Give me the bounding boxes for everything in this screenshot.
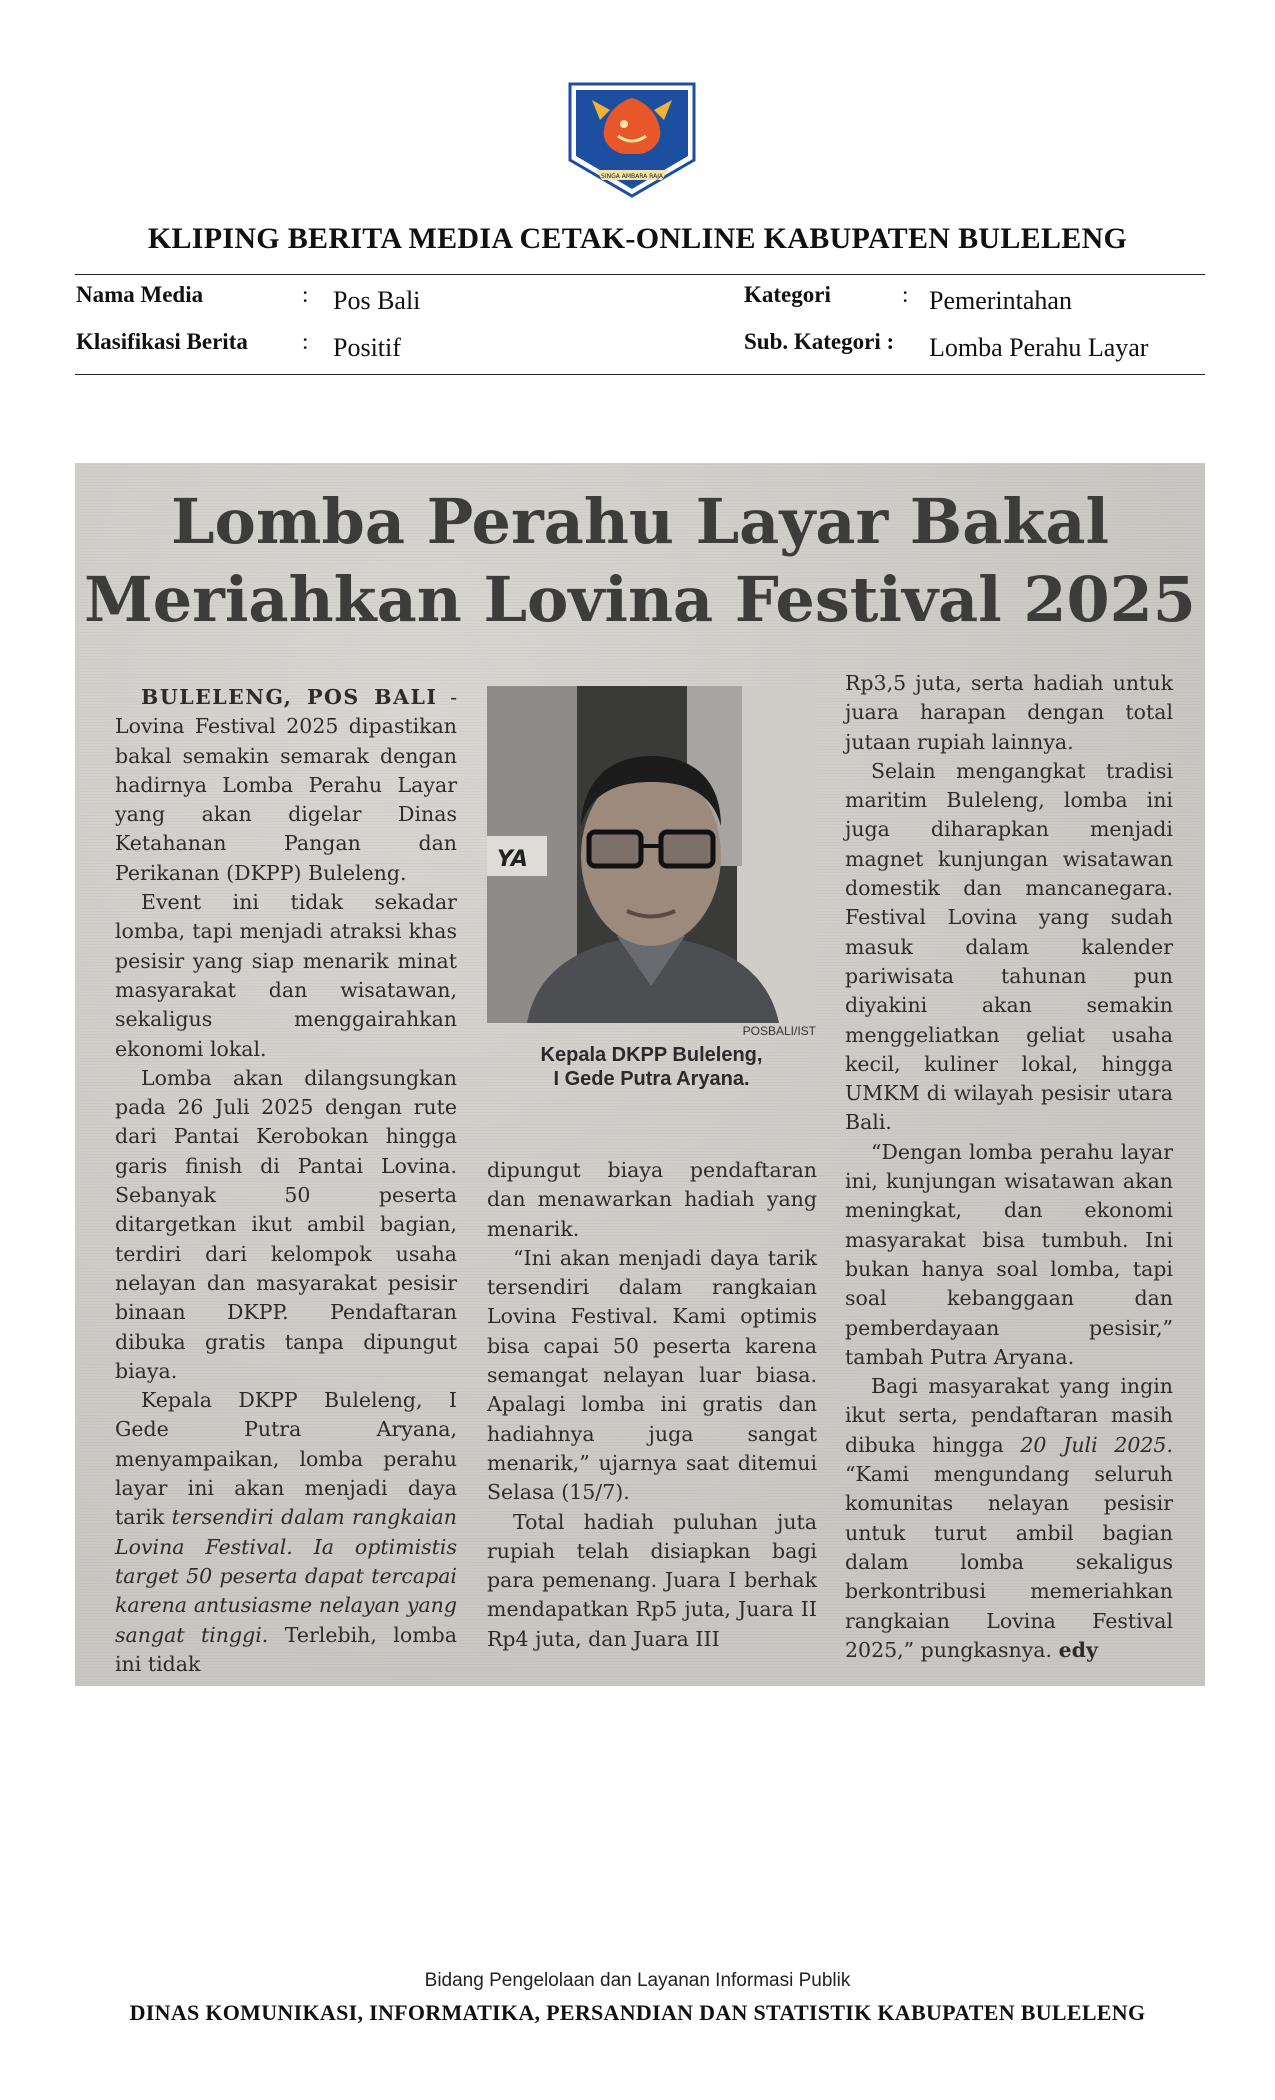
footer-unit: Bidang Pengelolaan dan Layanan Informasi Publik bbox=[424, 1970, 851, 1991]
paragraph: Total hadiah puluhan juta rupiah telah disiapkan bagi para pemenang. Juara I berhak mendapatkan Rp5 juta, Juara II Rp4 juta, dan Juara III bbox=[487, 1509, 817, 1651]
article-column-1 bbox=[115, 683, 457, 1679]
paragraph: Lomba akan dilangsungkan pada 26 Juli 2025 dengan rute dari Pantai Kerobokan hingga garis finish di Pantai Lovina. Sebanyak 50 peserta ditargetkan ikut ambil bagian, terdiri dari kelompok usaha nelayan dan masyarakat pesisir binaan DKPP. Pendaftaran dibuka gratis tanpa dipungut biaya. bbox=[115, 1065, 457, 1383]
paragraph-text: “Kami mengundang seluruh komunitas nelayan pesisir untuk turut ambil bagian dalam lomba sekaligus berkontribusi memeriahkan rangkaian Lovina Festival 2025,” pungkasnya. bbox=[845, 1462, 1173, 1662]
paragraph: “Ini akan menjadi daya tarik tersendiri dalam rangkaian Lovina Festival. Kami optimis bisa capai 50 peserta karena semangat nelayan luar biasa. Apalagi lomba ini gratis dan hadiahnya juga sangat menarik,” ujarnya saat ditemui Selasa (15/7). bbox=[487, 1245, 817, 1505]
headline-line-1: Lomba Perahu Layar Bakal bbox=[170, 485, 1110, 558]
italic-text: 20 Juli 2025. bbox=[1020, 1432, 1173, 1457]
photo-credit: POSBALI/IST bbox=[742, 1024, 816, 1038]
photo-sign-text: YA bbox=[497, 847, 528, 872]
caption-line-1: Kepala DKPP Buleleng, bbox=[540, 1044, 763, 1066]
paragraph-text: Bagi masyarakat yang ingin ikut serta, pendaftaran masih dibuka hingga bbox=[845, 1374, 1173, 1457]
singa-ambara-raja-logo bbox=[566, 76, 698, 200]
sub-kategori-value: Lomba Perahu Layar bbox=[929, 333, 1149, 362]
photo-caption bbox=[487, 1043, 816, 1091]
paragraph: Rp3,5 juta, serta hadiah untuk juara harapan dengan total jutaan rupiah lainnya. bbox=[845, 671, 1173, 754]
newspaper-clipping bbox=[75, 463, 1205, 1686]
headline-line-2: Meriahkan Lovina Festival 2025 bbox=[84, 563, 1196, 636]
klasifikasi-label: Klasifikasi Berita bbox=[76, 329, 248, 354]
klasifikasi-value: Positif bbox=[333, 333, 401, 362]
byline: edy bbox=[1058, 1637, 1098, 1662]
paragraph: Event ini tidak sekadar lomba, tapi menjadi atraksi khas pesisir yang siap menarik minat masyarakat dan wisatawan, sekaligus menggairahkan ekonomi lokal. bbox=[115, 890, 457, 1061]
paragraph: dipungut biaya pendaftaran dan menawarkan hadiah yang menarik. bbox=[487, 1158, 817, 1241]
media-colon: : bbox=[302, 282, 309, 307]
paragraph-text: Kepala DKPP Buleleng, I Gede Putra Aryana, menyampaikan, lomba perahu layar ini akan menjadi daya tarik bbox=[115, 1388, 457, 1530]
paragraph: Selain mengangkat tradisi maritim Buleleng, lomba ini juga diharapkan menjadi magnet kunjungan wisatawan domestik dan mancanegara. Festival Lovina yang sudah masuk dalam kalender pariwisata tahunan pun diyakini akan semakin menggeliatkan geliat usaha kecil, kuliner lokal, hingga UMKM di wilayah pesisir utara Bali. bbox=[845, 758, 1173, 1135]
kategori-value: Pemerintahan bbox=[929, 286, 1072, 315]
paragraph bbox=[115, 1386, 457, 1679]
paragraph-text: - Lovina Festival 2025 dipastikan bakal semakin semarak dengan hadirnya Lomba Perahu Layar yang akan digelar Dinas Ketahanan Pangan dan Perikanan (DKPP) Buleleng. bbox=[115, 685, 457, 885]
caption-line-2: I Gede Putra Aryana. bbox=[553, 1068, 750, 1090]
footer-agency: DINAS KOMUNIKASI, INFORMATIKA, PERSANDIAN DAN STATISTIK KABUPATEN BULELENG bbox=[129, 2000, 1146, 2025]
paragraph: “Dengan lomba perahu layar ini, kunjungan wisatawan akan meningkat, dan ekonomi masyarakat bisa tumbuh. Ini bukan hanya soal lomba, tapi soal kebanggaan dan pemberdayaan pesisir,” tambah Putra Aryana. bbox=[845, 1139, 1173, 1369]
page-title: KLIPING BERITA MEDIA CETAK-ONLINE KABUPATEN BULELENG bbox=[147, 222, 1128, 255]
article-column-2 bbox=[487, 1156, 817, 1654]
media-value: Pos Bali bbox=[333, 286, 421, 315]
svg-text:SINGA AMBARA RAJA: SINGA AMBARA RAJA bbox=[601, 173, 663, 180]
paragraph bbox=[115, 683, 457, 888]
article-column-3 bbox=[845, 669, 1173, 1665]
sub-kategori-label: Sub. Kategori : bbox=[744, 329, 895, 354]
paragraph-text: Terlebih, lomba ini tidak bbox=[115, 1622, 457, 1676]
title-divider bbox=[75, 274, 1205, 275]
kategori-colon: : bbox=[902, 282, 909, 307]
klasifikasi-colon: : bbox=[302, 329, 309, 354]
italic-text: tersendiri dalam rangkaian Lovina Festival. Ia optimistis target 50 peserta dapat tercapai karena antusiasme nelayan yang sangat tinggi. bbox=[115, 1505, 457, 1647]
kategori-label: Kategori bbox=[744, 282, 831, 307]
portrait-photo bbox=[487, 686, 816, 1023]
meta-divider bbox=[75, 374, 1205, 375]
paragraph bbox=[845, 1372, 1173, 1665]
media-label: Nama Media bbox=[76, 282, 204, 307]
dateline: BULELENG, POS BALI bbox=[141, 685, 438, 709]
